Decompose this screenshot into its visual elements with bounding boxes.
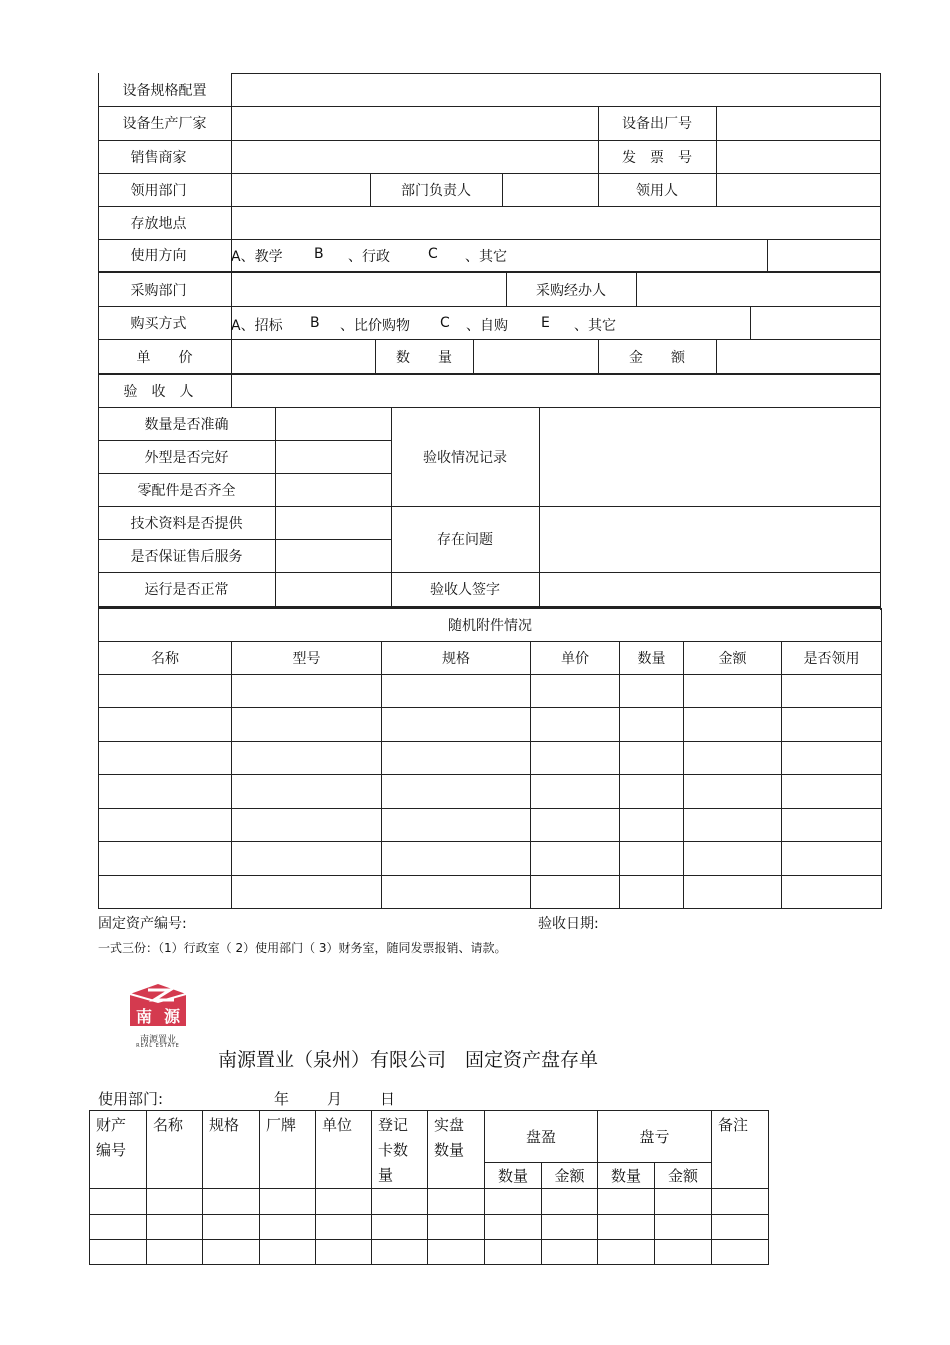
label-quantity: 数 量 (396, 349, 452, 366)
h-card-qty: 登记 卡数 量 (372, 1111, 428, 1189)
label-location: 存放地点 (130, 215, 187, 232)
table-row (90, 1240, 769, 1265)
inventory-table (89, 1110, 769, 1265)
h-brand: 厂牌 (260, 1111, 316, 1189)
h-loss: 盘亏 (598, 1111, 712, 1163)
purchase-option-other: 、其它 (574, 318, 616, 334)
label-invoice-no: 发 票 号 (622, 149, 692, 166)
h-remark: 备注 (712, 1111, 769, 1189)
purchase-option-compare: 、比价购物 (340, 318, 410, 334)
h-name: 名称 (147, 1111, 203, 1189)
purchase-option-c: C (440, 315, 450, 331)
check-qty: 数量是否准确 (144, 416, 229, 433)
check-parts: 零配件是否齐全 (137, 482, 236, 499)
attachments-table (98, 608, 882, 909)
asset-number-label: 固定资产编号: (98, 916, 187, 932)
col-unit-price: 单价 (531, 642, 620, 675)
h-spec: 规格 (203, 1111, 260, 1189)
inventory-month: 月 (327, 1090, 343, 1108)
col-name: 名称 (99, 642, 232, 675)
h-surplus: 盘盈 (485, 1111, 598, 1163)
table-row (99, 876, 882, 909)
table-row (99, 675, 882, 708)
col-quantity: 数量 (620, 642, 684, 675)
label-record: 验收情况记录 (423, 449, 507, 466)
label-unit-price: 单 价 (136, 349, 193, 366)
usage-option-b: B (314, 246, 324, 262)
table-row (90, 1189, 769, 1215)
table-row (99, 842, 882, 876)
check-service: 是否保证售后服务 (130, 548, 243, 565)
col-amount: 金额 (684, 642, 782, 675)
attachments-title: 随机附件情况 (99, 609, 882, 642)
col-spec: 规格 (382, 642, 531, 675)
table-row (99, 809, 882, 842)
h-surplus-qty: 数量 (485, 1163, 542, 1189)
label-signature: 验收人签字 (430, 582, 500, 598)
h-surplus-amt: 金额 (542, 1163, 598, 1189)
label-maker: 设备生产厂家 (122, 116, 207, 132)
purchase-option-a: A、招标 (231, 318, 283, 334)
logo-cn-text: 南源置业 (139, 1035, 176, 1045)
label-usage: 使用方向 (130, 248, 187, 264)
check-running: 运行是否正常 (144, 582, 229, 598)
inventory-title: 南源置业（泉州）有限公司 固定资产盘存单 (218, 1049, 599, 1071)
label-dept: 领用部门 (130, 182, 187, 199)
table-row (99, 775, 882, 809)
label-receiver: 领用人 (636, 182, 678, 199)
accept-date-label: 验收日期: (538, 916, 599, 932)
h-loss-amt: 金额 (655, 1163, 712, 1189)
label-seller: 销售商家 (130, 149, 187, 166)
h-loss-qty: 数量 (598, 1163, 655, 1189)
check-appearance: 外型是否完好 (144, 449, 229, 466)
label-purchase-agent: 采购经办人 (536, 282, 606, 299)
table-row (99, 708, 882, 742)
inventory-day: 日 (380, 1090, 396, 1108)
usage-option-other: 、其它 (465, 249, 507, 265)
col-model: 型号 (232, 642, 382, 675)
purchase-option-b: B (310, 315, 320, 331)
purchase-option-self: 、自购 (466, 318, 508, 334)
copies-note: 一式三份：（1）行政室（ 2）使用部门（ 3）财务室，随同发票报销、请款。 (98, 941, 507, 955)
table-row (99, 742, 882, 775)
label-spec: 设备规格配置 (122, 82, 207, 99)
usage-option-admin: 、行政 (348, 249, 390, 265)
h-asset-no: 财产 编号 (90, 1111, 147, 1189)
h-actual-qty: 实盘 数量 (428, 1111, 485, 1189)
label-dept-head: 部门负责人 (401, 182, 471, 199)
check-docs: 技术资料是否提供 (130, 515, 243, 532)
label-purchase-method: 购买方式 (130, 315, 187, 332)
logo-char-1: 南 (135, 1007, 152, 1026)
label-amount: 金 额 (629, 349, 685, 366)
purchase-option-e: E (541, 315, 550, 331)
label-acceptor: 验 收 人 (123, 384, 194, 400)
logo-char-2: 源 (163, 1007, 180, 1026)
inventory-dept-label: 使用部门: (98, 1090, 164, 1108)
usage-option-c: C (428, 246, 438, 262)
label-purchase-dept: 采购部门 (130, 282, 187, 299)
label-issues: 存在问题 (437, 532, 493, 548)
table-row (90, 1215, 769, 1240)
inventory-year: 年 (274, 1090, 290, 1108)
col-received: 是否领用 (782, 642, 882, 675)
logo-en-text: REAL ESTATE (136, 1043, 180, 1049)
company-logo (126, 982, 190, 1049)
usage-option-a: A、教学 (231, 249, 283, 265)
label-factory-no: 设备出厂号 (622, 116, 692, 132)
h-unit: 单位 (316, 1111, 372, 1189)
